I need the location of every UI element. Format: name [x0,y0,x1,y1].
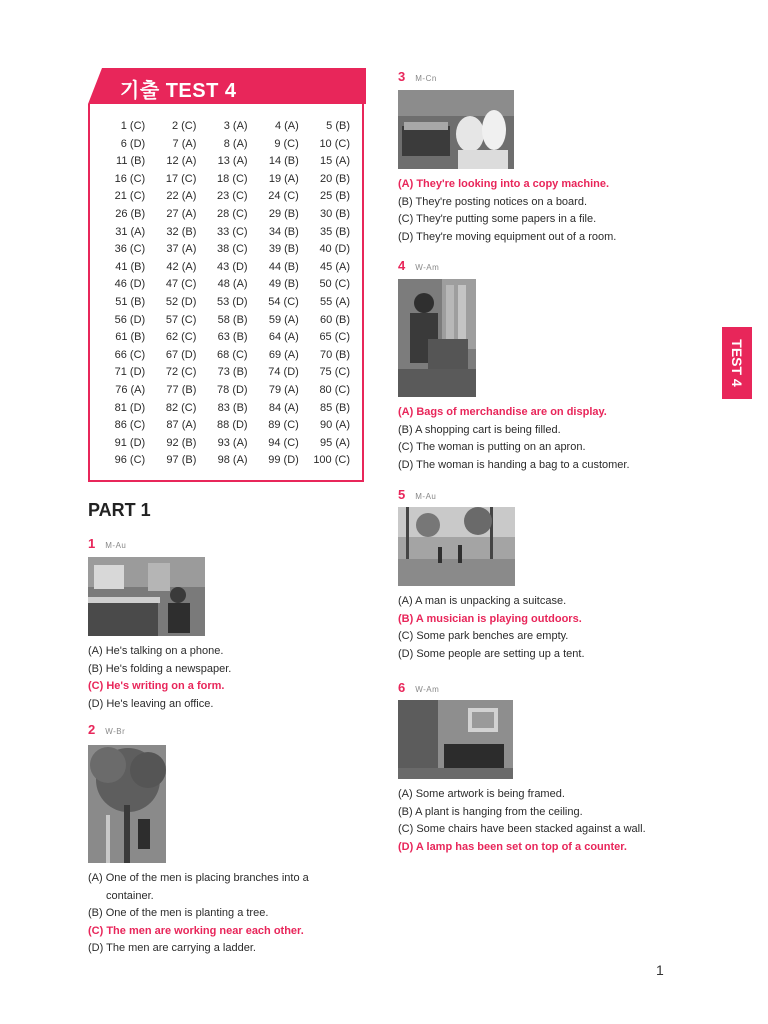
question-number: 6 [398,680,406,695]
answer-option-correct [398,176,616,194]
answer-key-item: 93 (A) [217,436,248,449]
answer-key-item: 86 (C) [114,419,146,432]
question-2-options [88,870,309,958]
tree-workers-photo [88,745,166,863]
part-title: PART 1 [88,500,151,520]
answer-key-item: 17 (C) [165,172,197,185]
answer-key-item: 100 (C) [313,454,350,467]
question-6-header [398,680,439,695]
answer-key-item: 36 (C) [114,243,146,256]
park-musician-photo [398,507,515,586]
answer-option-text: (A) One of the men is placing branches into a [88,872,309,884]
answer-option-text: (B) One of the men is planting a tree. [88,907,269,920]
answer-option-text: (D) He's leaving an office. [88,697,214,710]
question-6-photo [398,700,513,779]
answer-key-item: 34 (B) [268,225,299,238]
answer-key-item: 67 (D) [165,348,197,361]
question-3-header [398,69,437,84]
answer-key-item: 66 (C) [114,348,146,361]
answer-key-grid [98,118,354,470]
side-tab-label: TEST 4 [729,339,745,387]
answer-key-item: 19 (A) [268,172,299,185]
answer-key-item: 55 (A) [320,295,350,308]
answer-key-box [88,68,364,482]
answer-key-item: 12 (A) [166,155,197,168]
question-6-options [398,786,646,856]
answer-key-item: 28 (C) [217,207,248,220]
answer-key-item: 85 (B) [320,401,350,414]
answer-key-item: 48 (A) [217,278,248,291]
question-3-options [398,176,616,246]
answer-key-item: 21 (C) [114,190,146,203]
answer-key-item: 88 (D) [217,419,248,432]
speaker-label: M-Au [415,492,437,501]
answer-option-text: (D) The men are carrying a ladder. [88,942,256,955]
speaker-label: M-Au [105,541,127,550]
question-2-photo [88,745,166,863]
answer-key-item: 15 (A) [320,155,350,168]
answer-key-item: 96 (C) [114,454,146,467]
answer-key-item: 22 (A) [166,190,197,203]
answer-key-item: 1 (C) [120,120,146,132]
answer-key-item: 89 (C) [268,419,299,432]
answer-key-item: 84 (A) [268,401,299,414]
answer-key-item: 24 (C) [268,190,299,203]
answer-option [398,211,616,229]
answer-option [88,696,231,714]
answer-key-item: 50 (C) [319,278,350,291]
answer-option-text: (A) Some artwork is being framed. [398,788,565,800]
answer-key-item: 75 (C) [319,366,350,379]
answer-option-text: (A) A man is unpacking a suitcase. [398,595,567,607]
answer-key-item: 32 (B) [166,225,197,238]
question-5-header [398,487,436,502]
answer-option [398,804,646,822]
answer-key-item: 70 (B) [320,348,350,361]
answer-key-item: 95 (A) [320,436,350,449]
answer-key-item: 49 (B) [268,278,299,291]
answer-key-item: 3 (A) [223,120,248,132]
answer-key-item: 44 (B) [268,260,299,273]
answer-option-correct [398,839,646,857]
answer-option-text: (C) Some chairs have been stacked against a wall. [398,823,646,836]
answer-option [398,457,630,475]
answer-option-text: (A) He's talking on a phone. [88,645,224,657]
answer-key-item: 39 (B) [268,243,299,256]
answer-option-text: (C) The woman is putting on an apron. [398,441,586,454]
question-4-photo [398,279,476,397]
answer-key-item: 20 (B) [320,172,350,185]
banner-corner-decoration [88,68,102,104]
speaker-label: M-Cn [415,74,437,83]
answer-key-item: 91 (D) [114,436,146,449]
answer-key-item: 35 (B) [320,225,350,238]
answer-option [398,194,616,212]
answer-option [398,646,585,664]
question-1-header [88,536,126,551]
answer-key-item: 18 (C) [217,172,248,185]
answer-key-item: 25 (B) [320,190,350,203]
answer-key-item: 82 (C) [165,401,197,414]
answer-key-item: 68 (C) [217,348,248,361]
answer-option-text: (D) Some people are setting up a tent. [398,647,585,660]
answer-option-text: (B) He's folding a newspaper. [88,662,232,675]
answer-key-item: 57 (C) [165,313,197,326]
answer-option [398,786,646,804]
answer-key-item: 80 (C) [319,383,350,396]
page-number: 1 [656,962,664,978]
answer-key-item: 5 (B) [326,120,350,132]
answer-key-item: 98 (A) [217,454,248,467]
answer-key-item: 27 (A) [166,207,197,220]
answer-option [398,593,585,611]
answer-key-item: 46 (D) [114,278,146,291]
answer-key-item: 97 (B) [166,454,197,467]
question-5-photo [398,507,515,586]
answer-key-item: 79 (A) [268,383,299,396]
answer-key-item: 45 (A) [320,260,350,273]
answer-key-item: 42 (A) [166,260,197,273]
lobby-lamp-photo [398,700,513,779]
answer-key-item: 90 (A) [320,419,350,432]
answer-key-item: 58 (B) [217,313,248,326]
answer-key-item: 53 (D) [217,295,248,308]
answer-key-item: 65 (C) [319,331,350,344]
answer-option [88,661,231,679]
answer-key-item: 56 (D) [114,313,146,326]
answer-key-item: 87 (A) [166,419,197,432]
answer-key-item: 72 (C) [165,366,197,379]
answer-option [398,439,630,457]
answer-key-item: 78 (D) [217,383,248,396]
answer-key-item: 64 (A) [268,331,299,344]
question-4-header [398,258,439,273]
answer-option-correct [398,611,585,629]
answer-option-text: (C) Some park benches are empty. [398,630,569,643]
answer-option [88,940,309,958]
answer-key-item: 14 (B) [268,155,299,168]
answer-key-item: 81 (D) [114,401,146,414]
answer-key-item: 92 (B) [166,436,197,449]
answer-option-text: (B) A plant is hanging from the ceiling. [398,805,583,818]
answer-option-text: (A) They're looking into a copy machine. [398,178,610,190]
answer-key-item: 37 (A) [166,243,197,256]
office-desk-photo [88,557,205,636]
question-5-options [398,593,585,663]
question-1-options [88,643,231,713]
question-number: 3 [398,69,406,84]
answer-key-item: 7 (A) [172,137,197,150]
answer-option-text: (B) A musician is playing outdoors. [398,612,582,625]
answer-option-correct [88,678,231,696]
answer-key-item: 74 (D) [268,366,299,379]
answer-key-item: 94 (C) [268,436,299,449]
answer-key-title: 기출 TEST 4 [120,80,237,102]
answer-key-item: 99 (D) [268,454,299,467]
answer-key-item: 16 (C) [114,172,146,185]
answer-option-text: (C) They're putting some papers in a file. [398,213,597,226]
answer-key-item: 54 (C) [268,295,299,308]
answer-key-banner [88,68,366,104]
answer-key-item: 30 (B) [320,207,350,220]
answer-option-text: (B) A shopping cart is being filled. [398,423,561,436]
answer-key-item: 61 (B) [115,331,146,344]
answer-option-correct [88,923,309,941]
answer-key-item: 2 (C) [171,120,197,132]
answer-key-item: 8 (A) [223,137,248,150]
answer-key-item: 6 (D) [120,137,146,150]
answer-option-correct [398,404,630,422]
answer-option [88,870,309,905]
answer-key-item: 52 (D) [165,295,197,308]
answer-key-item: 62 (C) [165,331,197,344]
answer-option-text: (D) The woman is handing a bag to a customer. [398,458,630,471]
answer-key-item: 13 (A) [217,155,248,168]
answer-option [88,643,231,661]
answer-option [398,422,630,440]
answer-key-item: 26 (B) [115,207,146,220]
answer-key-item: 11 (B) [116,155,146,168]
answer-key-item: 33 (C) [217,225,248,238]
answer-key-item: 60 (B) [320,313,350,326]
question-3-photo [398,90,514,169]
shop-counter-photo [398,279,476,397]
answer-key-item: 41 (B) [115,260,146,273]
answer-key-item: 83 (B) [217,401,248,414]
answer-key-item: 69 (A) [268,348,299,361]
answer-option-text: (D) A lamp has been set on top of a counter. [398,840,627,853]
answer-key-item: 71 (D) [114,366,146,379]
answer-option [398,229,616,247]
answer-key-item: 40 (D) [319,243,350,256]
answer-key-item: 10 (C) [319,137,350,150]
speaker-label: W-Am [415,263,440,272]
answer-key-item: 47 (C) [165,278,197,291]
answer-option-text: (C) The men are working near each other. [88,924,304,937]
question-4-options [398,404,630,474]
answer-key-item: 31 (A) [115,225,146,238]
question-2-header [88,722,125,737]
answer-key-item: 73 (B) [217,366,248,379]
question-1-photo [88,557,205,636]
answer-key-item: 76 (A) [115,383,146,396]
question-number: 2 [88,722,96,737]
copy-machine-photo [398,90,514,169]
answer-option [398,628,585,646]
answer-key-item: 51 (B) [115,295,146,308]
speaker-label: W-Am [415,685,440,694]
answer-key-item: 63 (B) [217,331,248,344]
answer-option [88,905,309,923]
speaker-label: W-Br [105,727,126,736]
answer-key-item: 43 (D) [217,260,248,273]
answer-option-text: (A) Bags of merchandise are on display. [398,406,607,418]
answer-option-text: (D) They're moving equipment out of a room. [398,230,617,243]
answer-key-item: 77 (B) [166,383,197,396]
question-number: 5 [398,487,406,502]
answer-key-item: 59 (A) [268,313,299,326]
answer-key-item: 23 (C) [217,190,248,203]
answer-key-item: 29 (B) [268,207,299,220]
answer-key-item: 38 (C) [217,243,248,256]
answer-key-item: 9 (C) [274,137,299,150]
answer-option [398,821,646,839]
answer-option-continuation: container. [106,889,154,902]
test-side-tab [722,327,752,399]
question-number: 1 [88,536,96,551]
question-number: 4 [398,258,406,273]
answer-option-text: (C) He's writing on a form. [88,680,225,693]
answer-option-text: (B) They're posting notices on a board. [398,195,588,208]
answer-key-item: 4 (A) [274,120,299,132]
